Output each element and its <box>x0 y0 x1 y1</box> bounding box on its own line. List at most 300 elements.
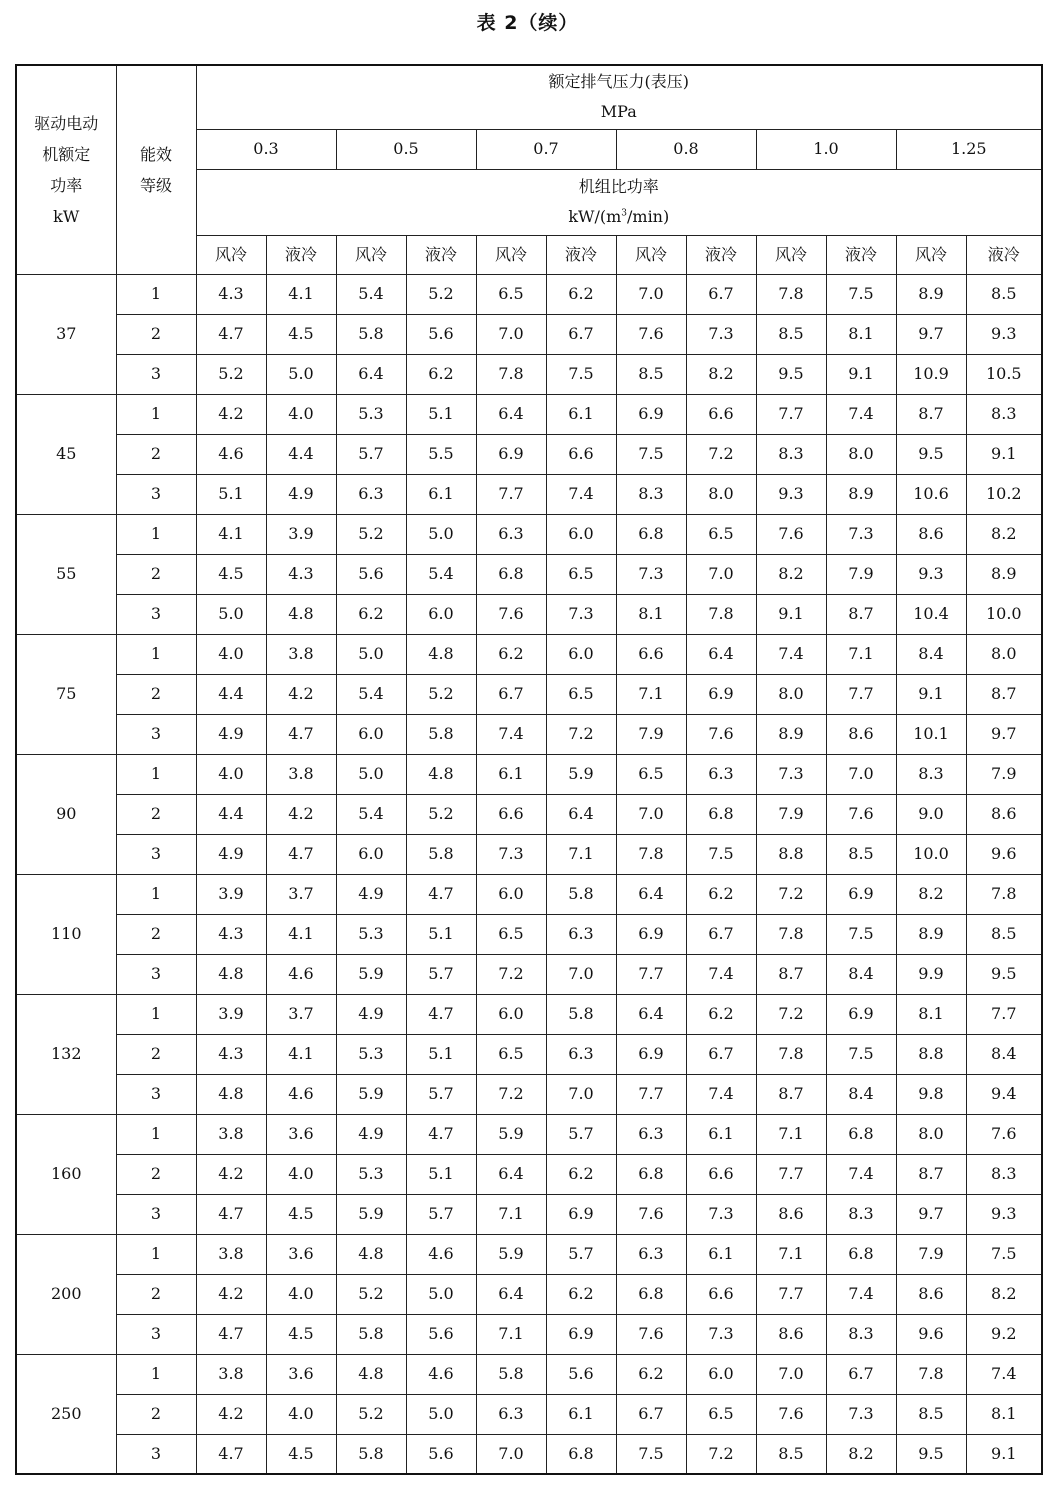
specific-power-cell: 6.4 <box>476 1154 546 1194</box>
specific-power-cell: 4.8 <box>406 754 476 794</box>
specific-power-cell: 4.7 <box>196 1434 266 1474</box>
specific-power-cell: 8.7 <box>896 394 966 434</box>
grade-header-line: 能效 <box>139 144 172 164</box>
specific-power-cell: 5.7 <box>546 1114 616 1154</box>
specific-power-cell: 7.4 <box>756 634 826 674</box>
specific-power-cell: 3.9 <box>266 514 336 554</box>
specific-power-cell: 5.1 <box>406 1154 476 1194</box>
specific-power-cell: 6.2 <box>546 274 616 314</box>
efficiency-grade-cell: 3 <box>116 1074 196 1114</box>
specific-power-cell: 8.6 <box>966 794 1042 834</box>
efficiency-grade-cell: 2 <box>116 1034 196 1074</box>
specific-power-cell: 4.7 <box>266 714 336 754</box>
specific-power-title: 机组比功率 <box>578 177 659 196</box>
specific-power-cell: 4.0 <box>266 1394 336 1434</box>
table-row <box>16 994 1042 1034</box>
specific-power-cell: 5.3 <box>336 914 406 954</box>
specific-power-cell: 6.2 <box>616 1354 686 1394</box>
specific-power-cell: 7.0 <box>476 1434 546 1474</box>
pressure-title: 额定排气压力(表压) <box>548 72 690 92</box>
specific-power-cell: 7.6 <box>476 594 546 634</box>
specific-power-cell: 8.2 <box>826 1434 896 1474</box>
specific-power-cell: 7.0 <box>686 554 756 594</box>
specific-power-cell: 6.3 <box>546 1034 616 1074</box>
air-cooled-header: 风冷 <box>196 235 266 274</box>
specific-power-cell: 3.7 <box>266 994 336 1034</box>
specific-power-cell: 10.4 <box>896 594 966 634</box>
specific-power-cell: 7.4 <box>686 1074 756 1114</box>
efficiency-grade-cell: 3 <box>116 954 196 994</box>
specific-power-cell: 8.6 <box>896 1274 966 1314</box>
specific-power-cell: 7.9 <box>896 1234 966 1274</box>
efficiency-grade-cell: 2 <box>116 1154 196 1194</box>
specific-power-cell: 7.8 <box>966 874 1042 914</box>
specific-power-cell: 5.1 <box>406 914 476 954</box>
specific-power-cell: 5.4 <box>336 674 406 714</box>
efficiency-grade-cell: 1 <box>116 754 196 794</box>
specific-power-cell: 9.7 <box>896 314 966 354</box>
specific-power-cell: 9.6 <box>966 834 1042 874</box>
specific-power-cell: 6.9 <box>616 1034 686 1074</box>
specific-power-cell: 9.3 <box>966 314 1042 354</box>
specific-power-cell: 5.6 <box>546 1354 616 1394</box>
specific-power-cell: 5.2 <box>336 514 406 554</box>
specific-power-cell: 6.3 <box>686 754 756 794</box>
specific-power-cell: 7.4 <box>546 474 616 514</box>
specific-power-cell: 6.0 <box>686 1354 756 1394</box>
specific-power-cell: 5.7 <box>406 954 476 994</box>
specific-power-cell: 6.9 <box>546 1194 616 1234</box>
specific-power-cell: 7.1 <box>476 1194 546 1234</box>
specific-power-cell: 4.1 <box>266 914 336 954</box>
efficiency-grade-cell: 3 <box>116 354 196 394</box>
specific-power-cell: 4.9 <box>196 714 266 754</box>
specific-power-cell: 7.8 <box>896 1354 966 1394</box>
specific-power-cell: 4.5 <box>266 1434 336 1474</box>
pressure-value-header: 0.8 <box>616 129 756 169</box>
air-cooled-header: 风冷 <box>896 235 966 274</box>
specific-power-cell: 5.0 <box>406 1394 476 1434</box>
power-header-line: 驱动电动 <box>34 113 99 133</box>
specific-power-cell: 8.9 <box>826 474 896 514</box>
specific-power-cell: 4.6 <box>406 1354 476 1394</box>
specific-power-cell: 4.1 <box>266 274 336 314</box>
specific-power-cell: 6.2 <box>686 874 756 914</box>
specific-power-cell: 7.2 <box>756 994 826 1034</box>
efficiency-grade-cell: 2 <box>116 914 196 954</box>
specific-power-cell: 7.3 <box>616 554 686 594</box>
specific-power-cell: 7.4 <box>966 1354 1042 1394</box>
specific-power-cell: 10.9 <box>896 354 966 394</box>
specific-power-cell: 6.6 <box>476 794 546 834</box>
specific-power-cell: 6.7 <box>616 1394 686 1434</box>
specific-power-cell: 5.7 <box>406 1194 476 1234</box>
specific-power-cell: 9.9 <box>896 954 966 994</box>
specific-power-cell: 5.2 <box>406 274 476 314</box>
table-row <box>16 914 1042 954</box>
specific-power-cell: 7.0 <box>616 794 686 834</box>
specific-power-cell: 8.6 <box>896 514 966 554</box>
specific-power-cell: 3.8 <box>196 1114 266 1154</box>
liquid-cooled-header: 液冷 <box>966 235 1042 274</box>
motor-power-cell: 45 <box>16 394 116 514</box>
pressure-value-header: 0.3 <box>196 129 336 169</box>
specific-power-cell: 6.5 <box>476 914 546 954</box>
specific-power-cell: 3.8 <box>266 634 336 674</box>
specific-power-cell: 7.7 <box>476 474 546 514</box>
specific-power-cell: 6.8 <box>476 554 546 594</box>
specific-power-cell: 6.5 <box>616 754 686 794</box>
specific-power-cell: 6.7 <box>686 1034 756 1074</box>
motor-power-cell: 90 <box>16 754 116 874</box>
specific-power-cell: 4.2 <box>196 1274 266 1314</box>
motor-power-cell: 160 <box>16 1114 116 1234</box>
specific-power-cell: 6.6 <box>686 1154 756 1194</box>
specific-power-cell: 6.4 <box>616 994 686 1034</box>
table-row <box>16 794 1042 834</box>
air-cooled-header: 风冷 <box>616 235 686 274</box>
table-row <box>16 1194 1042 1234</box>
table-row <box>16 314 1042 354</box>
specific-power-cell: 8.6 <box>756 1194 826 1234</box>
specific-power-cell: 5.0 <box>336 634 406 674</box>
specific-power-cell: 8.0 <box>896 1114 966 1154</box>
specific-power-cell: 9.5 <box>966 954 1042 994</box>
efficiency-grade-cell: 3 <box>116 714 196 754</box>
air-cooled-header: 风冷 <box>476 235 546 274</box>
specific-power-cell: 7.8 <box>756 1034 826 1074</box>
specific-power-cell: 7.9 <box>966 754 1042 794</box>
specific-power-cell: 3.7 <box>266 874 336 914</box>
specific-power-cell: 6.0 <box>476 994 546 1034</box>
specific-power-cell: 8.2 <box>966 1274 1042 1314</box>
specific-power-unit <box>197 202 1042 232</box>
efficiency-grade-cell: 3 <box>116 1434 196 1474</box>
specific-power-cell: 6.8 <box>616 1274 686 1314</box>
specific-power-cell: 8.5 <box>896 1394 966 1434</box>
specific-power-cell: 8.1 <box>966 1394 1042 1434</box>
specific-power-cell: 8.8 <box>896 1034 966 1074</box>
unit-superscript: 3 <box>621 208 627 219</box>
specific-power-cell: 6.8 <box>826 1234 896 1274</box>
specific-power-cell: 8.3 <box>756 434 826 474</box>
specific-power-cell: 4.5 <box>266 1314 336 1354</box>
specific-power-cell: 7.7 <box>756 394 826 434</box>
specific-power-cell: 6.7 <box>686 914 756 954</box>
specific-power-cell: 9.3 <box>966 1194 1042 1234</box>
specific-power-cell: 5.9 <box>546 754 616 794</box>
specific-power-cell: 5.0 <box>406 514 476 554</box>
liquid-cooled-header: 液冷 <box>546 235 616 274</box>
specific-power-cell: 6.4 <box>686 634 756 674</box>
specific-power-cell: 7.7 <box>966 994 1042 1034</box>
specific-power-cell: 5.6 <box>406 314 476 354</box>
specific-power-cell: 5.8 <box>336 1314 406 1354</box>
specific-power-cell: 9.5 <box>896 434 966 474</box>
specific-power-cell: 7.6 <box>756 1394 826 1434</box>
specific-power-cell: 8.0 <box>826 434 896 474</box>
specific-power-cell: 6.4 <box>336 354 406 394</box>
specific-power-cell: 6.6 <box>616 634 686 674</box>
efficiency-grade-cell: 1 <box>116 1354 196 1394</box>
specific-power-cell: 4.2 <box>266 674 336 714</box>
specific-power-cell: 4.0 <box>266 1274 336 1314</box>
specific-power-cell: 5.1 <box>406 1034 476 1074</box>
specific-power-cell: 6.1 <box>476 754 546 794</box>
specific-power-cell: 4.7 <box>266 834 336 874</box>
specific-power-table <box>15 64 1043 1475</box>
specific-power-cell: 7.8 <box>756 914 826 954</box>
specific-power-cell: 7.7 <box>826 674 896 714</box>
specific-power-cell: 6.9 <box>616 394 686 434</box>
specific-power-cell: 5.9 <box>476 1114 546 1154</box>
specific-power-cell: 6.9 <box>826 994 896 1034</box>
specific-power-cell: 7.7 <box>756 1154 826 1194</box>
specific-power-cell: 4.6 <box>406 1234 476 1274</box>
specific-power-cell: 4.7 <box>196 1194 266 1234</box>
specific-power-cell: 7.8 <box>616 834 686 874</box>
specific-power-cell: 7.0 <box>546 954 616 994</box>
specific-power-cell: 5.5 <box>406 434 476 474</box>
specific-power-cell: 5.8 <box>546 994 616 1034</box>
specific-power-cell: 7.1 <box>756 1234 826 1274</box>
motor-power-cell: 132 <box>16 994 116 1114</box>
specific-power-cell: 8.4 <box>966 1034 1042 1074</box>
specific-power-cell: 4.5 <box>266 1194 336 1234</box>
specific-power-cell: 7.6 <box>616 1194 686 1234</box>
motor-power-cell: 200 <box>16 1234 116 1354</box>
specific-power-cell: 5.6 <box>406 1434 476 1474</box>
table-row <box>16 394 1042 434</box>
efficiency-grade-cell: 1 <box>116 634 196 674</box>
table-row <box>16 514 1042 554</box>
specific-power-cell: 6.2 <box>546 1274 616 1314</box>
power-header-line: 机额定 <box>42 144 91 164</box>
specific-power-cell: 7.2 <box>756 874 826 914</box>
efficiency-grade-cell: 3 <box>116 1194 196 1234</box>
specific-power-cell: 8.6 <box>826 714 896 754</box>
liquid-cooled-header: 液冷 <box>406 235 476 274</box>
specific-power-cell: 8.3 <box>826 1194 896 1234</box>
specific-power-cell: 4.5 <box>266 314 336 354</box>
specific-power-cell: 6.8 <box>616 1154 686 1194</box>
specific-power-cell: 4.4 <box>196 794 266 834</box>
specific-power-cell: 6.8 <box>546 1434 616 1474</box>
table-row <box>16 1394 1042 1434</box>
specific-power-cell: 6.5 <box>476 274 546 314</box>
specific-power-cell: 7.0 <box>756 1354 826 1394</box>
specific-power-cell: 7.1 <box>756 1114 826 1154</box>
specific-power-cell: 5.0 <box>266 354 336 394</box>
specific-power-cell: 5.7 <box>406 1074 476 1114</box>
specific-power-cell: 6.9 <box>546 1314 616 1354</box>
specific-power-cell: 7.6 <box>756 514 826 554</box>
motor-power-cell: 55 <box>16 514 116 634</box>
specific-power-cell: 5.8 <box>406 714 476 754</box>
efficiency-grade-cell: 2 <box>116 1274 196 1314</box>
specific-power-cell: 6.0 <box>476 874 546 914</box>
specific-power-cell: 4.2 <box>196 1394 266 1434</box>
table-row <box>16 1114 1042 1154</box>
efficiency-grade-cell: 2 <box>116 554 196 594</box>
specific-power-cell: 6.2 <box>476 634 546 674</box>
specific-power-cell: 7.4 <box>826 1154 896 1194</box>
specific-power-cell: 6.1 <box>406 474 476 514</box>
specific-power-cell: 4.5 <box>196 554 266 594</box>
specific-power-cell: 8.2 <box>966 514 1042 554</box>
liquid-cooled-header: 液冷 <box>686 235 756 274</box>
specific-power-cell: 7.8 <box>686 594 756 634</box>
specific-power-cell: 3.6 <box>266 1234 336 1274</box>
pressure-group-header <box>196 65 1042 129</box>
specific-power-cell: 8.1 <box>896 994 966 1034</box>
specific-power-cell: 7.1 <box>476 1314 546 1354</box>
specific-power-cell: 5.2 <box>336 1274 406 1314</box>
pressure-value-header: 1.0 <box>756 129 896 169</box>
table-row <box>16 1274 1042 1314</box>
specific-power-cell: 5.9 <box>476 1234 546 1274</box>
specific-power-cell: 7.7 <box>756 1274 826 1314</box>
specific-power-cell: 7.3 <box>686 1194 756 1234</box>
specific-power-cell: 10.1 <box>896 714 966 754</box>
specific-power-cell: 6.5 <box>476 1034 546 1074</box>
specific-power-cell: 6.6 <box>686 1274 756 1314</box>
table-row <box>16 354 1042 394</box>
specific-power-cell: 9.0 <box>896 794 966 834</box>
specific-power-cell: 6.1 <box>546 394 616 434</box>
specific-power-cell: 3.9 <box>196 994 266 1034</box>
specific-power-cell: 8.7 <box>966 674 1042 714</box>
table-row <box>16 674 1042 714</box>
motor-power-cell: 250 <box>16 1354 116 1474</box>
specific-power-cell: 5.9 <box>336 1194 406 1234</box>
specific-power-cell: 8.8 <box>756 834 826 874</box>
specific-power-cell: 6.9 <box>686 674 756 714</box>
specific-power-cell: 7.5 <box>686 834 756 874</box>
specific-power-cell: 6.9 <box>476 434 546 474</box>
specific-power-cell: 4.4 <box>266 434 336 474</box>
specific-power-cell: 4.9 <box>196 834 266 874</box>
specific-power-cell: 7.5 <box>826 274 896 314</box>
specific-power-cell: 10.5 <box>966 354 1042 394</box>
air-cooled-header: 风冷 <box>336 235 406 274</box>
specific-power-cell: 7.3 <box>546 594 616 634</box>
specific-power-cell: 8.4 <box>896 634 966 674</box>
specific-power-cell: 8.3 <box>966 1154 1042 1194</box>
specific-power-cell: 3.9 <box>196 874 266 914</box>
specific-power-cell: 7.9 <box>826 554 896 594</box>
specific-power-cell: 4.7 <box>406 1114 476 1154</box>
specific-power-cell: 4.9 <box>336 1114 406 1154</box>
table-row <box>16 954 1042 994</box>
specific-power-cell: 7.3 <box>476 834 546 874</box>
specific-power-cell: 8.3 <box>826 1314 896 1354</box>
specific-power-cell: 6.3 <box>546 914 616 954</box>
specific-power-cell: 6.1 <box>546 1394 616 1434</box>
specific-power-cell: 9.3 <box>756 474 826 514</box>
specific-power-cell: 8.9 <box>966 554 1042 594</box>
specific-power-cell: 8.0 <box>686 474 756 514</box>
power-header-unit: kW <box>53 206 80 226</box>
specific-power-cell: 6.5 <box>686 1394 756 1434</box>
specific-power-cell: 5.3 <box>336 1154 406 1194</box>
table-row <box>16 1234 1042 1274</box>
specific-power-cell: 4.2 <box>196 1154 266 1194</box>
efficiency-grade-cell: 3 <box>116 834 196 874</box>
specific-power-cell: 7.4 <box>826 394 896 434</box>
specific-power-cell: 7.6 <box>616 1314 686 1354</box>
specific-power-cell: 7.1 <box>546 834 616 874</box>
table-row <box>16 1074 1042 1114</box>
specific-power-cell: 7.4 <box>476 714 546 754</box>
specific-power-cell: 5.1 <box>406 394 476 434</box>
specific-power-cell: 6.5 <box>546 674 616 714</box>
unit-prefix: kW/(m <box>568 207 622 226</box>
table-row <box>16 834 1042 874</box>
specific-power-cell: 8.5 <box>756 1434 826 1474</box>
specific-power-cell: 8.7 <box>756 954 826 994</box>
motor-power-cell: 37 <box>16 274 116 394</box>
efficiency-grade-cell: 2 <box>116 674 196 714</box>
specific-power-cell: 6.5 <box>546 554 616 594</box>
specific-power-cell: 7.3 <box>826 514 896 554</box>
efficiency-grade-cell: 1 <box>116 994 196 1034</box>
specific-power-cell: 6.0 <box>336 714 406 754</box>
specific-power-cell: 8.2 <box>756 554 826 594</box>
specific-power-cell: 8.7 <box>826 594 896 634</box>
specific-power-cell: 6.7 <box>686 274 756 314</box>
specific-power-cell: 8.3 <box>896 754 966 794</box>
table-row <box>16 1354 1042 1394</box>
specific-power-cell: 7.6 <box>686 714 756 754</box>
specific-power-cell: 7.5 <box>546 354 616 394</box>
specific-power-cell: 4.8 <box>406 634 476 674</box>
pressure-unit: MPa <box>600 102 637 122</box>
specific-power-cell: 10.2 <box>966 474 1042 514</box>
specific-power-cell: 8.7 <box>756 1074 826 1114</box>
specific-power-cell: 4.7 <box>196 1314 266 1354</box>
specific-power-cell: 8.9 <box>896 274 966 314</box>
specific-power-cell: 4.6 <box>266 1074 336 1114</box>
specific-power-cell: 5.7 <box>336 434 406 474</box>
specific-power-cell: 4.6 <box>266 954 336 994</box>
specific-power-cell: 3.8 <box>266 754 336 794</box>
efficiency-grade-cell: 1 <box>116 514 196 554</box>
specific-power-cell: 8.6 <box>756 1314 826 1354</box>
specific-power-cell: 4.7 <box>406 994 476 1034</box>
power-header-line: 功率 <box>50 175 83 195</box>
efficiency-grade-cell: 2 <box>116 314 196 354</box>
table-row <box>16 1154 1042 1194</box>
specific-power-cell: 7.2 <box>546 714 616 754</box>
specific-power-cell: 10.0 <box>896 834 966 874</box>
specific-power-cell: 4.3 <box>196 1034 266 1074</box>
table-row <box>16 714 1042 754</box>
specific-power-cell: 7.3 <box>686 314 756 354</box>
specific-power-cell: 9.2 <box>966 1314 1042 1354</box>
specific-power-cell: 7.2 <box>476 954 546 994</box>
specific-power-cell: 9.1 <box>756 594 826 634</box>
table-row <box>16 434 1042 474</box>
unit-suffix: /min) <box>627 207 670 226</box>
table-row <box>16 1034 1042 1074</box>
specific-power-cell: 6.9 <box>616 914 686 954</box>
specific-power-cell: 8.0 <box>756 674 826 714</box>
specific-power-cell: 7.6 <box>966 1114 1042 1154</box>
specific-power-cell: 7.5 <box>616 434 686 474</box>
specific-power-cell: 7.7 <box>616 954 686 994</box>
specific-power-cell: 7.6 <box>616 314 686 354</box>
